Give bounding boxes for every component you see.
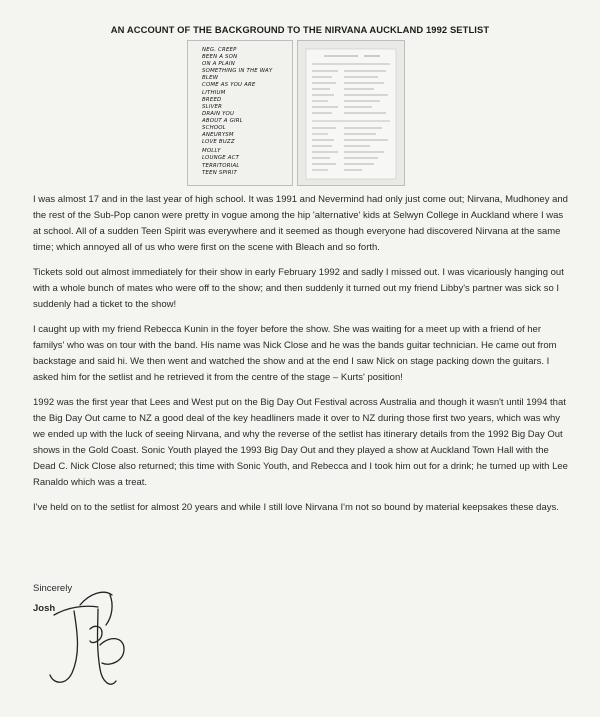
setlist-song: BREED (202, 96, 222, 103)
setlist-photo-reverse (297, 40, 405, 186)
paragraph: I caught up with my friend Rebecca Kunin in the foyer before the show. She was waiting for a meet up with a friend of her familys' who was on tour with the band. His name was Nick Close and he was the bands guitar technician. He came out from backstage and said hi. We then went and watched the show and at the end I saw Nick on stage packing down the guitars. I asked him for the setlist and he retrieved it from the centre of the stage – Kurts' position! (33, 323, 557, 383)
setlist-song: DRAIN YOU (202, 110, 235, 117)
setlist-song: SOMETHING IN THE WAY (202, 68, 273, 75)
setlist-song: BEEN A SON (202, 54, 238, 61)
paragraph: I've held on to the setlist for almost 20 years and while I still love Nirvana I'm not so bound by material keepsakes these days. (33, 501, 559, 513)
setlist-song: TERRITORIAL (202, 162, 240, 169)
letter-body (33, 192, 573, 524)
setlist-photo-front (187, 40, 293, 186)
setlist-song: LITHIUM (202, 89, 226, 96)
setlist-handwritten (202, 47, 272, 177)
setlist-song: ON A PLAIN (202, 61, 235, 68)
setlist-song: NEG. CREEP (202, 47, 237, 53)
paragraph: I was almost 17 and in the last year of high school. It was 1991 and Nevermind had only just come out; Nirvana, Mudhoney and the rest of the Sub-Pop canon were pretty in vogue among the hip 'alternative' kids at Selwyn College in Auckland where I was at school. All of a sudden Teen Spirit was everywhere and it seemed as though everyone had discovered Nirvana at the same time; which annoyed all of us who were first on the scene with Bleach and so forth. (33, 194, 568, 254)
setlist-song: COME AS YOU ARE (202, 82, 256, 89)
setlist-song: ANEURYSM (202, 132, 234, 139)
setlist-song: SCHOOL (202, 125, 226, 132)
page-title: AN ACCOUNT OF THE BACKGROUND TO THE NIRVANA AUCKLAND 1992 SETLIST (110, 24, 490, 35)
setlist-song: TEEN SPIRIT (202, 169, 237, 176)
setlist-song: BLEW (202, 75, 219, 82)
handwritten-signature (40, 585, 150, 697)
setlist-song: SLIVER (202, 103, 223, 110)
setlist-song: ABOUT A GIRL (202, 117, 243, 124)
setlist-song: LOUNGE ACT (202, 155, 240, 162)
setlist-song: MOLLY (202, 148, 221, 155)
paragraph: Tickets sold out almost immediately for their show in early February 1992 and sadly I missed out. I was vicariously hanging out with a whole bunch of mates who were off to the show; and then suddenly it turned out my friend Libby's partner was sick so I suddenly had a ticket to the show! (33, 266, 564, 311)
closing-salutation: Sincerely (33, 583, 73, 594)
setlist-song: LOVE BUZZ (202, 139, 235, 146)
itinerary-document-image (298, 41, 404, 185)
signer-name: Josh (33, 603, 56, 614)
paragraph: 1992 was the first year that Lees and West put on the Big Day Out Festival across Australia and though it wasn't until 1994 that the Big Day Out came to NZ a good deal of the key headliners made it over to NZ during those first two years, which was why we ended up with the luck of seeing Nirvana, and why the reverse of the setlist has itinerary details from the 1992 Big Day Out shows in the Gold Coast. Sonic Youth played the 1993 Big Day Out and they played a show at Auckland Town Hall with the Dead C. Nick Close also returned; this time with Sonic Youth, and Rebecca and I took him out for a drink; he turned up with Lee Ranaldo which was a treat. (33, 396, 568, 488)
